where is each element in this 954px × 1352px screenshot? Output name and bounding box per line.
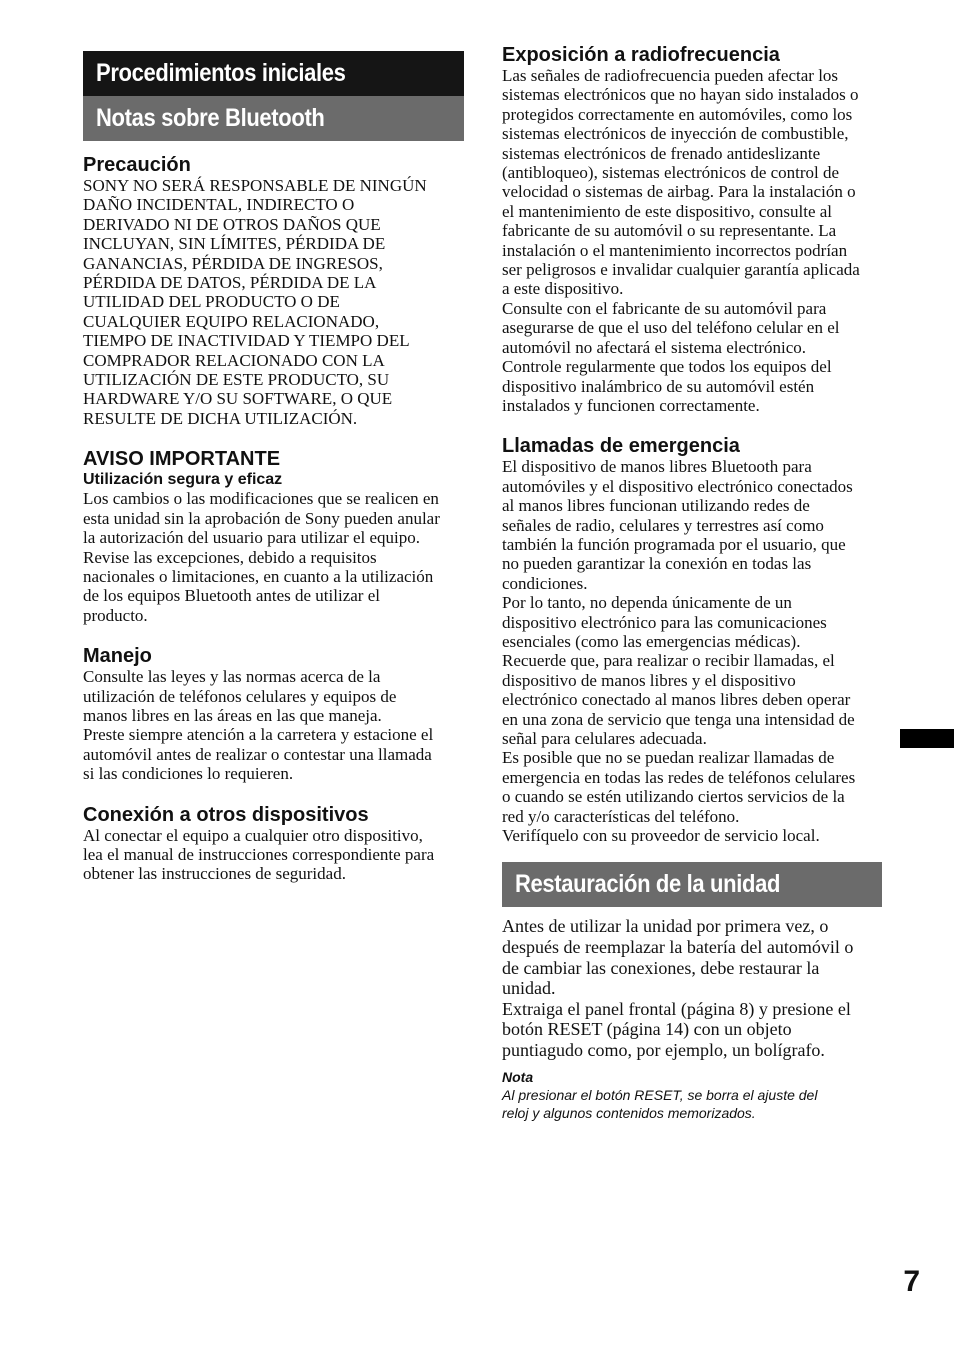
text-line: de cambiar las conexiones, debe restaurar la [502,957,820,978]
text-line: nacionales o limitaciones, en cuanto a la utilización [83,566,434,586]
text-line: automóviles y el dispositivo electrónico conectados [502,476,853,496]
text-line: señales de radio, celulares y terrestres así como [502,515,824,535]
text-line: El dispositivo de manos libres Bluetooth para [502,457,812,477]
text-line: fabricante de su automóvil o su representante. La [502,221,837,241]
text-line: obtener las instrucciones de seguridad. [83,864,346,884]
note-block [502,1068,882,1122]
text-line: GANANCIAS, PÉRDIDA DE INGRESOS, [83,253,383,273]
radio-section [502,44,882,415]
text-line: instalación o el mantenimiento incorrectos podrían [502,240,848,260]
radio-heading: Exposición a radiofrecuencia [502,44,780,66]
text-line: automóvil no afectará el sistema electrónico. [502,337,806,357]
text-line: Preste siempre atención a la carretera y estacione el [83,725,434,745]
text-line: UTILIZACIÓN DE ESTE PRODUCTO, SU [83,370,390,390]
text-line: condiciones. [502,573,588,593]
text-line: electrónico conectado al manos libres deben operar [502,690,851,710]
emergencia-text [502,457,882,845]
manejo-heading: Manejo [83,645,152,668]
text-line: la autorización del usuario para utilizar el equipo. [83,528,421,548]
text-line: CUALQUIER EQUIPO RELACIONADO, [83,311,380,331]
text-line: Verifíquelo con su proveedor de servicio local. [502,826,820,846]
aviso-heading: AVISO IMPORTANTE [83,448,281,471]
section-title-bar [83,51,464,96]
text-line: al manos libres funcionan utilizando redes de [502,496,810,516]
text-line: INCLUYAN, SIN LÍMITES, PÉRDIDA DE [83,234,386,254]
text-line: producto. [83,605,148,625]
text-line: red y/o características del teléfono. [502,806,740,826]
text-line: no pueden garantizar la conexión en todas las [502,554,812,574]
text-line: Antes de utilizar la unidad por primera vez, o [502,916,829,937]
text-line: asegurarse de que el uso del teléfono celular en el [502,318,840,338]
text-line: dispositivo de manos libres y el dispositivo [502,670,796,690]
text-line: sistemas electrónicos que no hayan sido instalados o [502,85,859,105]
text-line: ser peligrosos e invalidar cualquier garantía aplicada [502,260,860,280]
text-line: utilización de teléfonos celulares y equipos de [83,686,397,706]
text-line: Las señales de radiofrecuencia pueden afectar los [502,66,839,85]
restauracion-title-bar [502,862,882,907]
restauracion-section [502,916,882,1121]
text-line: Consulte las leyes y las normas acerca de la [83,667,381,687]
text-line: si las condiciones lo requieren. [83,764,294,784]
text-line: esta unidad sin la aprobación de Sony pueden anular [83,508,440,528]
text-line: lea el manual de instrucciones correspondiente para [83,844,435,864]
text-line: Extraiga el panel frontal (página 8) y presione el [502,998,851,1019]
text-line: Revise las excepciones, debido a requisitos [83,547,377,567]
text-line: RESULTE DE DICHA UTILIZACIÓN. [83,408,358,428]
text-line: el mantenimiento de este dispositivo, consulte al [502,201,833,221]
text-line: Los cambios o las modificaciones que se realicen en [83,489,439,509]
text-line: Por lo tanto, no dependa únicamente de un [502,593,792,613]
text-line: Al presionar el botón RESET, se borra el ajuste del [502,1086,818,1103]
precaucion-text [83,176,464,428]
text-line: (antibloqueo), sistemas electrónicos de control de [502,163,840,183]
aviso-section [83,448,464,625]
text-line: HARDWARE Y/O SU SOFTWARE, O QUE [83,389,393,409]
text-line: reloj y algunos contenidos memorizados. [502,1104,756,1121]
text-line: manos libres en las áreas en las que maneja. [83,705,382,725]
text-line: Recuerde que, para realizar o recibir llamadas, el [502,651,835,671]
text-line: después de reemplazar la batería del automóvil o [502,937,854,958]
subsection-title-bar [83,96,464,141]
text-line: Controle regularmente que todos los equipos del [502,357,832,377]
text-line: sistemas electrónicos de inyección de combustible, [502,124,849,144]
text-line: DAÑO INCIDENTAL, INDIRECTO O [83,195,355,215]
text-line: COMPRADOR RELACIONADO CON LA [83,350,385,370]
text-line: UTILIDAD DEL PRODUCTO O DE [83,292,340,312]
precaucion-section [83,154,464,428]
text-line: de los equipos Bluetooth antes de utilizar el [83,586,380,606]
text-line: dispositivo inalámbrico de su automóvil estén [502,376,815,396]
text-line: emergencia en todas las redes de teléfonos celulares [502,767,856,787]
text-line: velocidad o sistemas de airbag. Para la instalación o [502,182,856,202]
text-line: esenciales (como las emergencias médicas). [502,631,801,651]
note-title: Nota [502,1068,534,1085]
left-column [83,51,464,884]
note-text [502,1086,882,1122]
text-line: Al conectar el equipo a cualquier otro dispositivo, [83,825,423,845]
section-title: Procedimientos iniciales [96,59,346,87]
text-line: DERIVADO NI DE OTROS DAÑOS QUE [83,214,381,234]
text-line: protegidos correctamente en automóviles, como los [502,104,853,124]
emergencia-section [502,435,882,845]
aviso-text [83,489,464,625]
right-column [502,44,882,1122]
text-line: señal para celulares adecuada. [502,729,707,748]
text-line: PÉRDIDA DE DATOS, PÉRDIDA DE LA [83,273,377,293]
text-line: sistemas electrónicos de frenado antideslizante [502,143,821,163]
text-line: a este dispositivo. [502,279,624,299]
text-line: instalados y funcionen correctamente. [502,395,760,415]
text-line: Es posible que no se puedan realizar llamadas de [502,748,835,768]
restauracion-text [502,916,882,1060]
text-line: automóvil antes de realizar o contestar una llamada [83,744,432,764]
page-number: 7 [903,1265,920,1298]
radio-text [502,66,882,415]
subsection-title: Notas sobre Bluetooth [96,104,325,132]
emergencia-heading: Llamadas de emergencia [502,435,740,458]
manejo-section [83,645,464,783]
restauracion-title: Restauración de la unidad [515,870,781,899]
manejo-text [83,667,464,783]
precaucion-heading: Precaución [83,154,191,176]
text-line: también la función programada por el usuario, que [502,534,846,554]
text-line: o cuando se estén utilizando ciertos servicios de la [502,787,845,807]
text-line: Consulte con el fabricante de su automóvil para [502,298,827,318]
conexion-section [83,804,464,884]
text-line: unidad. [502,978,556,999]
conexion-text [83,826,464,884]
text-line: SONY NO SERÁ RESPONSABLE DE NINGÚN [83,176,427,195]
text-line: en una zona de servicio que tenga una intensidad de [502,709,855,729]
text-line: TIEMPO DE INACTIVIDAD Y TIEMPO DEL [83,331,410,351]
text-line: botón RESET (página 14) con un objeto [502,1019,792,1040]
conexion-heading: Conexión a otros dispositivos [83,803,369,826]
section-tab-marker [900,729,954,748]
text-line: puntiagudo como, por ejemplo, un bolígrafo. [502,1040,825,1060]
text-line: dispositivo electrónico para las comunicaciones [502,612,827,632]
aviso-subheading: Utilización segura y eficaz [83,471,283,489]
